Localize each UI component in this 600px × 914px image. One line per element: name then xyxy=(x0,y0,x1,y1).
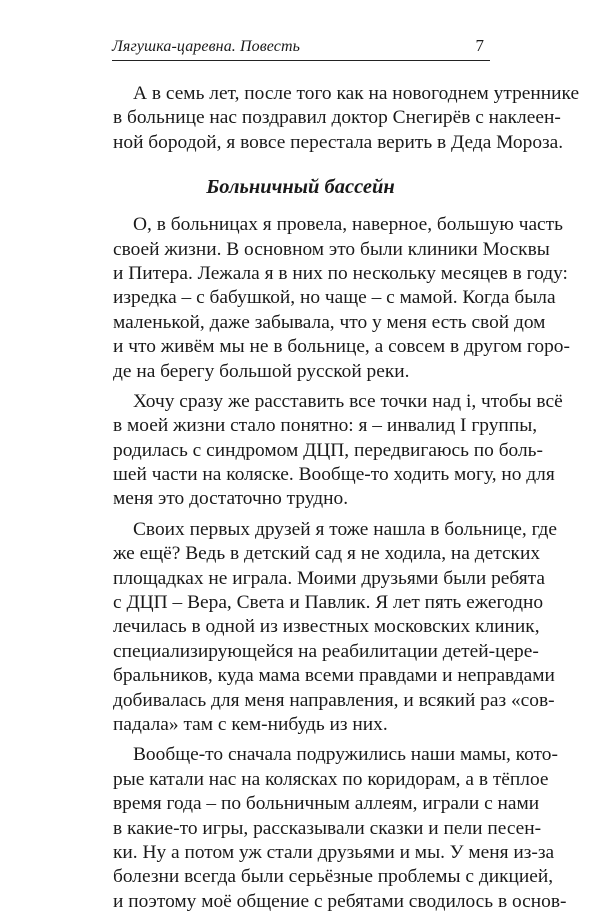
paragraph xyxy=(113,743,567,914)
page-body xyxy=(113,82,580,914)
text-line: Своих первых друзей я тоже нашла в больнице, где xyxy=(133,518,558,540)
text-line: шей части на коляске. Вообще-то ходить могу, но для xyxy=(113,464,555,486)
text-line: де на берегу большой русской реки. xyxy=(113,360,410,382)
text-line: изредка – с бабушкой, но чаще – с мамой. Когда была xyxy=(113,287,556,309)
text-line: ной бородой, я вовсе перестала верить в Деда Мороза. xyxy=(113,131,564,153)
text-line: О, в больницах я провела, наверное, большую часть xyxy=(133,214,563,236)
page-number: 7 xyxy=(475,36,484,55)
text-line: лечилась в одной из известных московских клиник, xyxy=(113,616,540,638)
text-line: и поэтому моё общение с ребятами сводилось в основ- xyxy=(113,890,567,912)
text-line: специализирующейся на реабилитации детей-цере- xyxy=(113,640,539,662)
text-line: добивалась для меня направления, и всякий раз «сов- xyxy=(113,689,555,711)
text-line: Вообще-то сначала подружились наши мамы, кото- xyxy=(133,744,558,766)
text-line: болезни всегда были серьёзные проблемы с дикцией, xyxy=(113,866,554,888)
text-line: своей жизни. В основном это были клиники Москвы xyxy=(113,238,550,260)
text-line: и Питера. Лежала я в них по нескольку месяцев в году: xyxy=(113,262,568,284)
text-line: же ещё? Ведь в детский сад я не ходила, на детских xyxy=(113,543,541,565)
text-line: меня это достаточно трудно. xyxy=(113,488,349,510)
paragraph xyxy=(113,213,570,384)
text-line: А в семь лет, после того как на новогоднем утреннике xyxy=(133,83,580,104)
text-line: в моей жизни стало понятно: я – инвалид I группы, xyxy=(113,415,538,437)
text-line: бральников, куда мама всеми правдами и неправдами xyxy=(113,665,555,687)
paragraph xyxy=(113,518,558,738)
text-line: родилась с синдромом ДЦП, передвигаюсь по боль- xyxy=(113,439,543,461)
text-line: время года – по больничным аллеям, играли с нами xyxy=(113,793,540,815)
section-heading: Больничный бассейн xyxy=(206,176,395,199)
text-line: Хочу сразу же расставить все точки над i, чтобы всё xyxy=(133,390,563,412)
text-line: в какие-то игры, рассказывали сказки и пели песен- xyxy=(113,817,542,839)
text-line: падала» там с кем-нибудь из них. xyxy=(113,713,388,735)
paragraph xyxy=(113,390,563,512)
text-line: в больнице нас поздравил доктор Снегирёв с наклеен- xyxy=(113,107,561,129)
text-line: маленькой, даже забывала, что у меня есть свой дом xyxy=(113,311,546,333)
text-line: ки. Ну а потом уж стали друзьями и мы. У меня из-за xyxy=(113,841,555,863)
text-line: с ДЦП – Вера, Света и Павлик. Я лет пять ежегодно xyxy=(113,592,544,614)
running-header xyxy=(112,32,490,61)
text-line: и что живём мы не в больнице, а совсем в другом горо- xyxy=(113,336,570,358)
text-line: площадках не играла. Моими друзьями были ребята xyxy=(113,567,545,589)
running-title: Лягушка-царевна. Повесть xyxy=(112,38,301,55)
intro-paragraph xyxy=(113,82,580,155)
text-line: рые катали нас на колясках по коридорам, а в тёплое xyxy=(113,768,549,790)
